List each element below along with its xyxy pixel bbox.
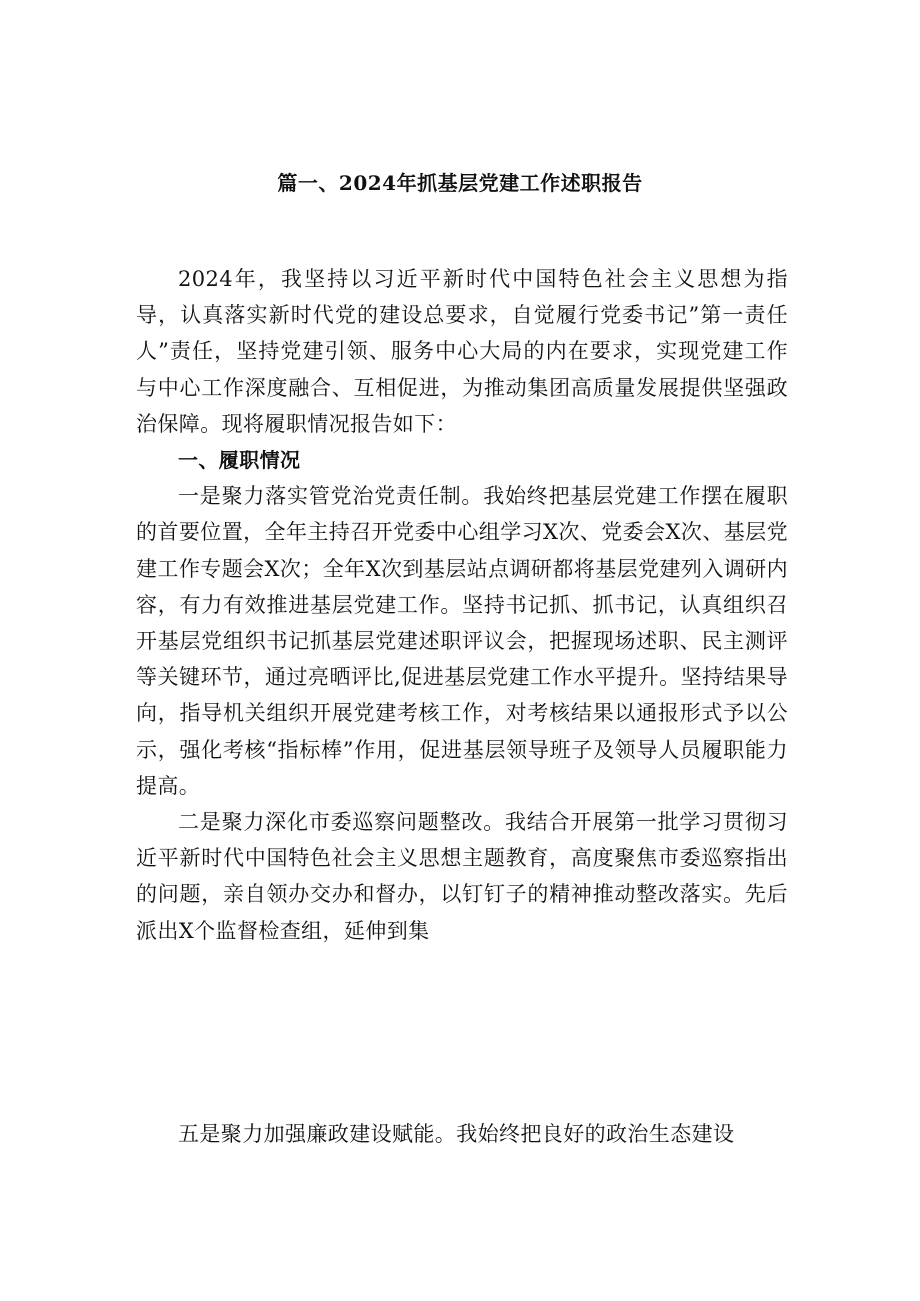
paragraph-five: 五是聚力加强廉政建设赋能。我始终把良好的政治生态建设	[178, 1122, 735, 1146]
paragraph-two: 二是聚力深化市委巡察问题整改。我结合开展第一批学习贯彻习近平新时代中国特色社会主义思想主题教育，高度聚焦市委巡察指出的问题，亲自领办交办和督办，以钉钉子的精神推动整改落实。先后派出X个监督检查组，延伸到集	[136, 810, 788, 943]
document-body-upper	[136, 261, 788, 949]
intro-paragraph: 2024年，我坚持以习近平新时代中国特色社会主义思想为指导，认真落实新时代党的建设总要求，自觉履行党委书记”第一责任人”责任，坚持党建引领、服务中心大局的内在要求，实现党建工作与中心工作深度融合、互相促进，为推动集团高质量发展提供坚强政治保障。现将履职情况报告如下：	[136, 267, 788, 436]
section-heading: 一、履职情况	[178, 448, 301, 473]
document-body-lower	[136, 1116, 788, 1152]
paragraph-one: 一是聚力落实管党治党责任制。我始终把基层党建工作摆在履职的首要位置，全年主持召开党委中心组学习X次、党委会X次、基层党建工作专题会X次；全年X次到基层站点调研都将基层党建列入调研内容，有力有效推进基层党建工作。坚持书记抓、抓书记，认真组织召开基层党组织书记抓基层党建述职评议会，把握现场述职、民主测评等关键环节，通过亮晒评比,促进基层党建工作水平提升。坚持结果导向，指导机关组织开展党建考核工作，对考核结果以通报形式予以公示，强化考核“指标棒”作用，促进基层领导班子及领导人员履职能力提高。	[136, 484, 788, 798]
document-title: 篇一、2024年抓基层党建工作述职报告	[277, 171, 643, 195]
